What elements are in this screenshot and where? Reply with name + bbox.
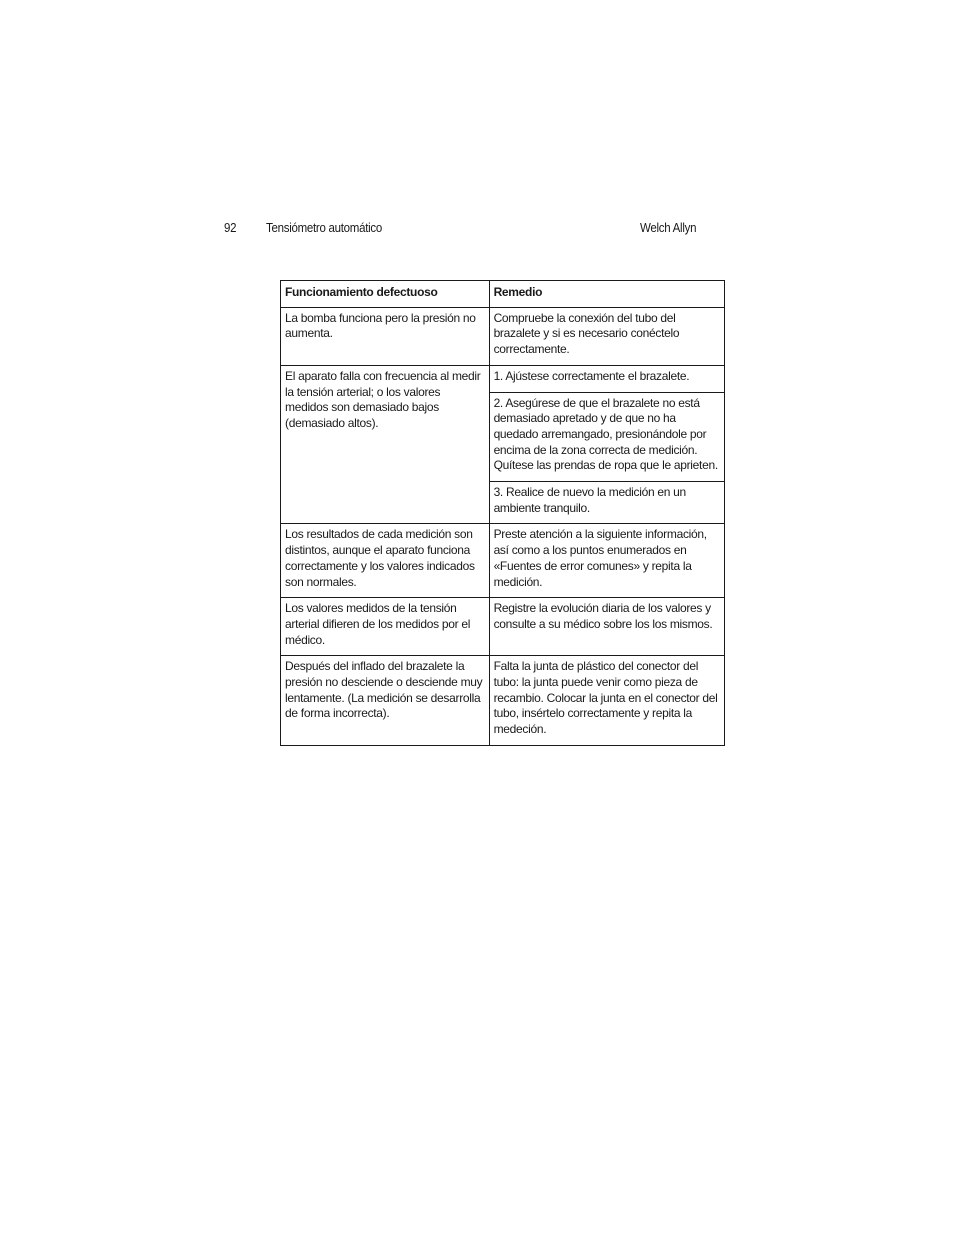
- remedy-cell: Registre la evolución diaria de los valores y consulte a su médico sobre los los mismos.: [489, 598, 724, 656]
- table-row: [281, 598, 725, 656]
- remedy-text: 2. Asegúrese de que el brazalete no está demasiado apretado y de que no ha quedado arremangado, presionándole por encima de la zona correcta de medición.: [493, 395, 707, 457]
- remedy-cell: 1. Ajústese correctamente el brazalete.: [489, 365, 724, 392]
- fault-cell: La bomba funciona pero la presión no aumenta.: [281, 307, 490, 365]
- table-row: [281, 307, 725, 365]
- brand-name: Welch Allyn: [640, 221, 697, 235]
- remedy-text-extra: Quítese las prendas de ropa que le aprieten.: [493, 458, 718, 473]
- header-remedy: Remedio: [489, 281, 724, 308]
- fault-cell: Los valores medidos de la tensión arterial difieren de los medidos por el médico.: [281, 598, 490, 656]
- remedy-cell: Preste atención a la siguiente información, así como a los puntos enumerados en «Fuentes de error comunes» y repita la medición.: [489, 524, 724, 598]
- remedy-cell: 3. Realice de nuevo la medición en un ambiente tranquilo.: [489, 482, 724, 524]
- page-number: 92: [224, 221, 237, 235]
- remedy-cell: Falta la junta de plástico del conector del tubo: la junta puede venir como pieza de recambio. Colocar la junta en el conector del tubo, insértelo correctamente y repita la medeción.: [489, 656, 724, 746]
- table-row: [281, 365, 725, 392]
- document-title: Tensiómetro automático: [266, 221, 383, 235]
- table-row: [281, 524, 725, 598]
- fault-cell: Los resultados de cada medición son distintos, aunque el aparato funciona correctamente y los valores indicados son normales.: [281, 524, 490, 598]
- header-fault: Funcionamiento defectuoso: [281, 281, 490, 308]
- table-row: [281, 656, 725, 746]
- table-header-row: [281, 281, 725, 308]
- troubleshooting-table: [280, 280, 725, 746]
- remedy-cell: [489, 392, 724, 482]
- fault-cell: Después del inflado del brazalete la presión no desciende o desciende muy lentamente. (La medición se desarrolla de forma incorrecta).: [281, 656, 490, 746]
- remedy-cell: Compruebe la conexión del tubo del brazalete y si es necesario conéctelo correctamente.: [489, 307, 724, 365]
- fault-cell: El aparato falla con frecuencia al medir la tensión arterial; o los valores medidos son demasiado bajos (demasiado altos).: [281, 365, 490, 524]
